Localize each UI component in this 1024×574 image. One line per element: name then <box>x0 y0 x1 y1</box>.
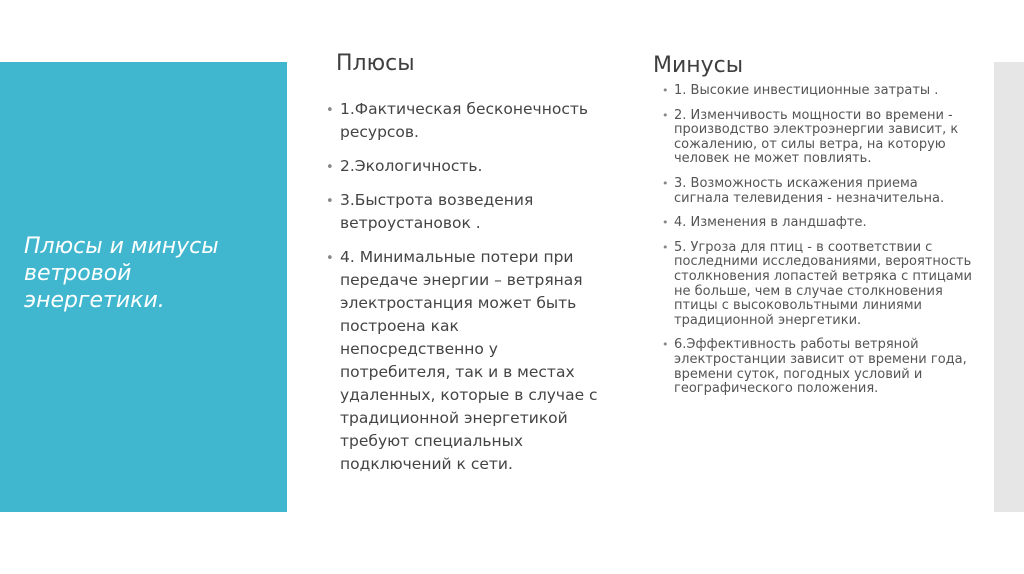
bullet-icon: • <box>662 338 669 352</box>
plus-heading: Плюсы <box>336 51 415 76</box>
plus-item-text: 3.Быстрота возведения ветроустановок . <box>340 191 534 232</box>
list-item <box>662 337 974 397</box>
bullet-icon: • <box>326 160 334 175</box>
bullet-icon: • <box>326 194 334 209</box>
list-item <box>326 155 605 178</box>
list-item <box>326 98 605 144</box>
bullet-icon: • <box>662 240 669 254</box>
bullet-icon: • <box>326 103 334 118</box>
plus-list <box>326 98 605 487</box>
list-item <box>662 215 974 231</box>
plus-item-text: 2.Экологичность. <box>340 157 483 175</box>
list-item <box>662 83 974 99</box>
minus-item-text: 1. Высокие инвестиционные затраты . <box>674 83 939 98</box>
list-item <box>326 246 605 476</box>
accent-panel <box>0 62 287 512</box>
minus-item-text: 3. Возможность искажения приема сигнала телевидения - незначительна. <box>674 175 945 206</box>
plus-item-text: 1.Фактическая бесконечность ресурсов. <box>340 100 589 141</box>
plus-item-text: 4. Минимальные потери при передаче энергии – ветряная электростанция может быть построена как непосредственно у потребителя, так и в местах удаленных, которые в случае с традиционной энергетикой требуют специальных подключений к сети. <box>340 248 598 473</box>
list-item <box>662 175 974 206</box>
bullet-icon: • <box>662 176 669 190</box>
bullet-icon: • <box>326 251 334 266</box>
minus-item-text: 4. Изменения в ландшафте. <box>674 215 867 231</box>
minus-item-text: 2. Изменчивость мощности во времени - производство электроэнергии зависит, к сожалению, от силы ветра, на которую человек не может повлиять. <box>674 107 959 167</box>
minus-heading: Минусы <box>653 53 744 78</box>
bullet-icon: • <box>662 84 669 97</box>
side-bar-decoration <box>994 62 1024 512</box>
list-item <box>662 239 974 329</box>
bullet-icon: • <box>662 108 669 122</box>
minus-item-text: 5. Угроза для птиц - в соответствии с последними исследованиями, вероятность столкновения лопастей ветряка с птицами не больше, чем в случае столкновения птицы с высоковольтными линиями традиционной энергетики. <box>674 239 973 328</box>
bullet-icon: • <box>662 216 669 230</box>
list-item <box>662 107 974 167</box>
minus-list <box>662 83 974 407</box>
minus-item-text: 6.Эффективность работы ветряной электростанции зависит от времени года, времени суток, погодных условий и географического положения. <box>674 337 967 397</box>
slide-title: Плюсы и минусы ветровой энергетики. <box>24 234 219 313</box>
list-item <box>326 189 605 235</box>
